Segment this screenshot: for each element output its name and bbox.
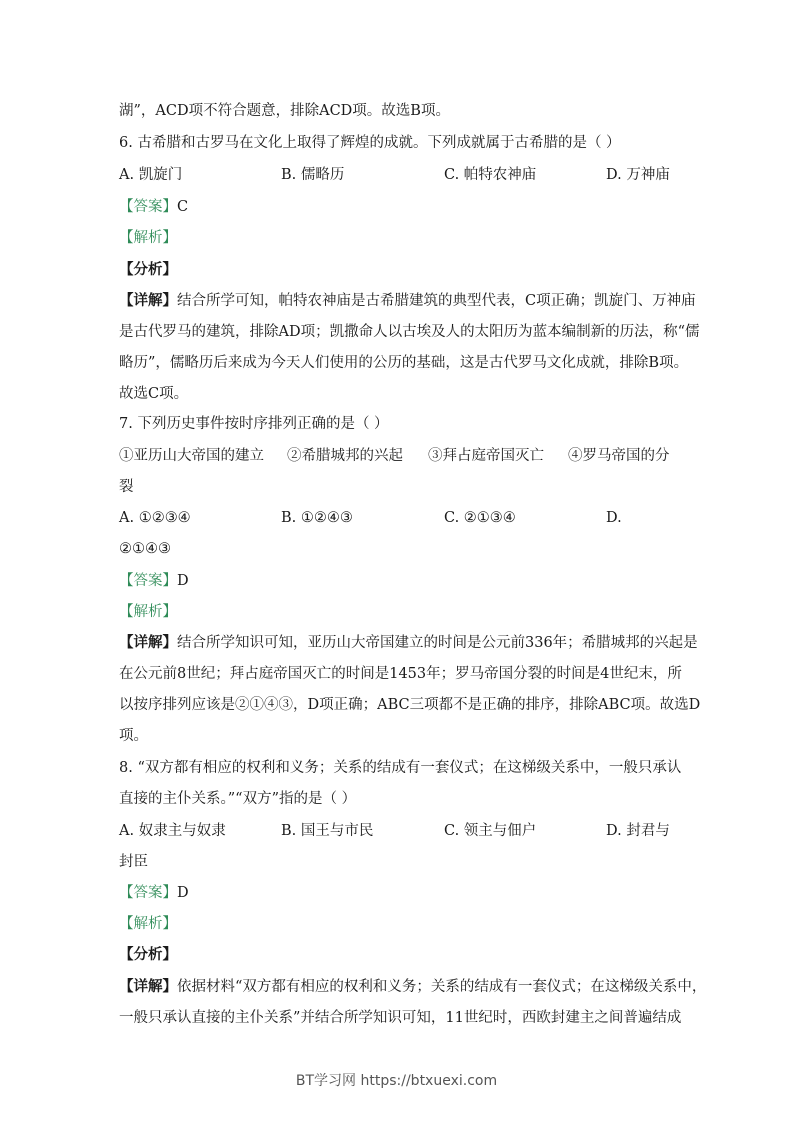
q8-option-b: B. 国王与市民 (281, 823, 374, 839)
question-8: 8. “双方都有相应的权利和义务；关系的结成有一套仪式；在这梯级关系中，一般只承认 (119, 760, 682, 776)
q7-item-1: ①亚历山大帝国的建立 (119, 448, 264, 464)
question-8-cont: 直接的主仆关系。”“双方”指的是（ ） (119, 791, 357, 807)
q6-detail-3: 略历”，儒略历后来成为今天人们使用的公历的基础，这是古代罗马文化成就，排除B项。 (119, 355, 689, 371)
q8-option-c: C. 领主与佃户 (444, 823, 537, 839)
q7-detail-1 (119, 633, 698, 653)
prev-answer-tail: 湖”，ACD项不符合题意，排除ACD项。故选B项。 (119, 103, 450, 119)
q8-detail-text-1: 依据材料“双方都有相应的权利和义务；关系的结成有一套仪式；在这梯级关系中， (177, 979, 707, 995)
q6-detail-1 (119, 291, 696, 311)
q7-item-4-cont: 裂 (119, 479, 134, 495)
q6-option-a: A. 凯旋门 (119, 167, 183, 183)
q7-answer-value: D (177, 573, 189, 589)
q6-answer-value: C (177, 199, 189, 215)
q7-item-4: ④罗马帝国的分 (568, 448, 670, 464)
q7-analysis-tag: 【解析】 (119, 604, 177, 620)
detail-tag: 【详解】 (119, 292, 177, 309)
q6-detail-text-1: 结合所学可知，帕特农神庙是古希腊建筑的典型代表，C项正确；凯旋门、万神庙 (177, 293, 696, 309)
question-7: 7. 下列历史事件按时序排列正确的是（ ） (119, 416, 389, 432)
q7-item-2: ②希腊城邦的兴起 (287, 448, 403, 464)
answer-tag: 【答案】 (119, 885, 177, 901)
page-footer-watermark: BT学习网 https://btxuexi.com (295, 1073, 498, 1089)
answer-tag: 【答案】 (119, 573, 177, 589)
q6-answer (119, 197, 188, 217)
q6-fenxi-tag: 【分析】 (119, 261, 177, 278)
q6-option-d: D. 万神庙 (606, 167, 670, 183)
q7-option-b: B. ①②④③ (281, 510, 353, 526)
q6-detail-2: 是古代罗马的建筑，排除AD项；凯撒命人以古埃及人的太阳历为蓝本编制新的历法，称“儒 (119, 324, 700, 340)
q8-option-d: D. 封君与 (606, 823, 670, 839)
question-6: 6. 古希腊和古罗马在文化上取得了辉煌的成就。下列成就属于古希腊的是（ ） (119, 135, 621, 151)
q7-detail-text-1: 结合所学知识可知，亚历山大帝国建立的时间是公元前336年；希腊城邦的兴起是 (177, 635, 698, 651)
q8-answer-value: D (177, 885, 189, 901)
q7-detail-2: 在公元前8世纪；拜占庭帝国灭亡的时间是1453年；罗马帝国分裂的时间是4世纪末，所 (119, 666, 682, 682)
detail-tag: 【详解】 (119, 634, 177, 651)
q6-detail-4: 故选C项。 (119, 386, 189, 402)
q7-option-d: D. (606, 510, 622, 526)
q6-analysis-tag: 【解析】 (119, 230, 177, 246)
q6-option-c: C. 帕特农神庙 (444, 167, 537, 183)
q7-option-c: C. ②①③④ (444, 510, 516, 526)
q7-detail-4: 项。 (119, 728, 148, 744)
q8-fenxi-tag: 【分析】 (119, 946, 177, 963)
q7-option-d-cont: ②①④③ (119, 541, 171, 557)
q7-answer (119, 571, 189, 591)
q6-option-b: B. 儒略历 (281, 167, 345, 183)
answer-tag: 【答案】 (119, 199, 177, 215)
q8-analysis-tag: 【解析】 (119, 916, 177, 932)
q8-answer (119, 883, 189, 903)
q7-item-3: ③拜占庭帝国灭亡 (428, 448, 544, 464)
q8-detail-1 (119, 977, 706, 997)
q8-option-a: A. 奴隶主与奴隶 (119, 823, 226, 839)
q8-option-d-cont: 封臣 (119, 854, 148, 870)
q7-detail-3: 以按序排列应该是②①④③，D项正确；ABC三项都不是正确的排序，排除ABC项。故选D (119, 697, 701, 713)
detail-tag: 【详解】 (119, 978, 177, 995)
q8-detail-2: 一般只承认直接的主仆关系”并结合所学知识可知，11世纪时，西欧封建主之间普遍结成 (119, 1010, 682, 1026)
q7-option-a: A. ①②③④ (119, 510, 191, 526)
